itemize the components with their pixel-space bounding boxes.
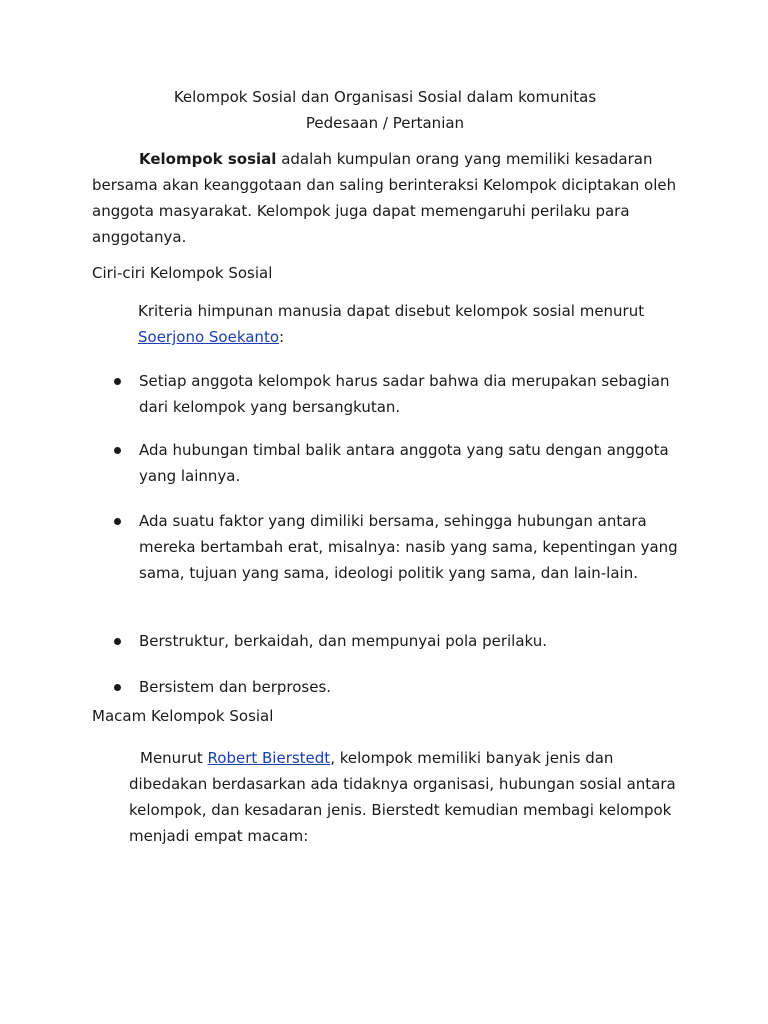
list-item-text: Ada suatu faktor yang dimiliki bersama, sehingga hubungan antara mereka bertambah erat, misalnya: nasib yang sama, kepentingan yang sama, tujuan yang sama, ideologi politik yang sama, dan lain-lain. — [139, 512, 678, 582]
bullet-icon — [114, 518, 121, 525]
intro-paragraph — [92, 146, 684, 250]
list-item-text: Setiap anggota kelompok harus sadar bahwa dia merupakan sebagian dari kelompok yang bersangkutan. — [139, 372, 670, 416]
bullet-icon — [114, 378, 121, 385]
bullet-icon — [114, 638, 121, 645]
title-line-2: Pedesaan / Pertanian — [305, 114, 465, 132]
title-line-1: Kelompok Sosial dan Organisasi Sosial dalam komunitas — [173, 88, 597, 106]
soerjono-soekanto-link[interactable]: Soerjono Soekanto — [138, 328, 279, 346]
section2-lead-paragraph — [129, 745, 689, 849]
section1-lead-text: Kriteria himpunan manusia dapat disebut kelompok sosial menurut — [138, 302, 645, 320]
list-item-text: Berstruktur, berkaidah, dan mempunyai pola perilaku. — [139, 632, 548, 650]
intro-text: adalah kumpulan orang yang memiliki kesadaran bersama akan keanggotaan dan saling berinteraksi Kelompok diciptakan oleh anggota masyarakat. Kelompok juga dapat memengaruhi perilaku para anggotanya. — [92, 150, 677, 246]
document-title — [92, 84, 678, 136]
list-item-text: Bersistem dan berproses. — [139, 678, 332, 696]
section2-lead-text: Menurut — [140, 749, 208, 767]
section2-lead-suffix: , kelompok memiliki banyak jenis dan dibedakan berdasarkan ada tidaknya organisasi, hubungan sosial antara kelompok, dan kesadaran jenis. Bierstedt kemudian membagi kelompok menjadi empat macam: — [129, 749, 676, 845]
robert-bierstedt-link[interactable]: Robert Bierstedt — [207, 749, 331, 767]
section-heading-macam: Macam Kelompok Sosial — [92, 707, 274, 725]
bullet-icon — [114, 684, 121, 691]
section-heading-ciri: Ciri-ciri Kelompok Sosial — [92, 264, 273, 282]
section1-lead-paragraph — [138, 298, 658, 350]
section1-lead-suffix: : — [279, 328, 285, 346]
list-item-text: Ada hubungan timbal balik antara anggota yang satu dengan anggota yang lainnya. — [139, 441, 669, 485]
intro-bold-term: Kelompok sosial — [139, 150, 277, 168]
bullet-icon — [114, 447, 121, 454]
